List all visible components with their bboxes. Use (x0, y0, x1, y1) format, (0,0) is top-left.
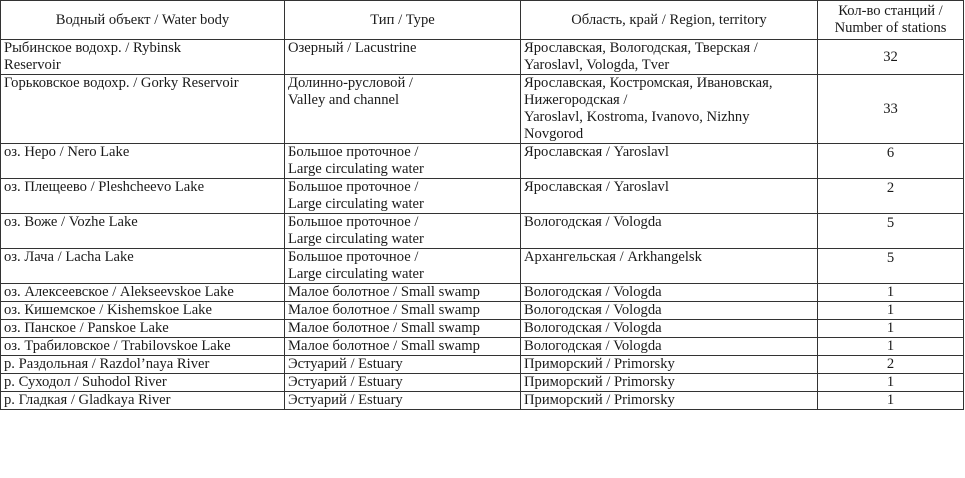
stations-cell: 2 (818, 179, 964, 214)
header-stations-line2: Number of stations (834, 20, 947, 36)
type-cell (285, 144, 521, 179)
type-cell (285, 338, 521, 356)
header-region: Область, край / Region, territory (521, 1, 818, 40)
header-water-body: Водный объект / Water body (1, 1, 285, 40)
table-row (1, 374, 964, 392)
type-cell-line: Эстуарий / Estuary (288, 374, 403, 390)
stations-cell: 1 (818, 284, 964, 302)
stations-cell: 5 (818, 249, 964, 284)
region-cell (521, 144, 818, 179)
table-row (1, 144, 964, 179)
table-row (1, 392, 964, 410)
region-cell-line: Вологодская / Vologda (524, 214, 662, 230)
water-body-cell (1, 214, 285, 249)
water-body-cell (1, 338, 285, 356)
region-cell-line: Ярославская, Вологодская, Тверская / (524, 40, 758, 56)
type-cell-line: Эстуарий / Estuary (288, 356, 403, 372)
table-header-row (1, 1, 964, 40)
type-cell-line: Large circulating water (288, 161, 424, 177)
table-row (1, 356, 964, 374)
table-row (1, 249, 964, 284)
stations-cell: 1 (818, 302, 964, 320)
water-body-cell (1, 179, 285, 214)
type-cell-line: Valley and channel (288, 92, 400, 108)
water-body-cell (1, 75, 285, 144)
water-body-cell-line: р. Раздольная / Razdol’naya River (4, 356, 210, 372)
type-cell (285, 320, 521, 338)
region-cell (521, 179, 818, 214)
table-row (1, 214, 964, 249)
region-cell (521, 338, 818, 356)
type-cell-line: Большое проточное / (288, 214, 419, 230)
type-cell (285, 392, 521, 410)
water-body-cell-line: оз. Неро / Nero Lake (4, 144, 130, 160)
water-body-cell-line: оз. Кишемское / Kishemskoe Lake (4, 302, 212, 318)
table-row (1, 338, 964, 356)
region-cell (521, 392, 818, 410)
water-body-cell-line: Reservoir (4, 57, 61, 73)
header-stations-line1: Кол-во станций / (838, 3, 943, 19)
region-cell-line: Ярославская / Yaroslavl (524, 179, 669, 195)
type-cell-line: Large circulating water (288, 266, 424, 282)
region-cell-line: Ярославская, Костромская, Ивановская, (524, 75, 773, 91)
table-row (1, 75, 964, 144)
region-cell-line: Вологодская / Vologda (524, 302, 662, 318)
type-cell-line: Large circulating water (288, 196, 424, 212)
type-cell-line: Долинно-русловой / (288, 75, 413, 91)
table-body (1, 40, 964, 410)
water-body-cell (1, 40, 285, 75)
stations-cell: 1 (818, 338, 964, 356)
region-cell (521, 40, 818, 75)
type-cell-line: Эстуарий / Estuary (288, 392, 403, 408)
water-body-cell (1, 302, 285, 320)
type-cell-line: Малое болотное / Small swamp (288, 320, 480, 336)
stations-cell: 6 (818, 144, 964, 179)
type-cell-line: Большое проточное / (288, 249, 419, 265)
water-body-cell-line: оз. Панское / Panskoe Lake (4, 320, 169, 336)
type-cell (285, 249, 521, 284)
water-body-cell (1, 374, 285, 392)
region-cell-line: Приморский / Primorsky (524, 392, 675, 408)
stations-cell: 33 (818, 75, 964, 144)
type-cell-line: Малое болотное / Small swamp (288, 302, 480, 318)
water-body-cell-line: р. Гладкая / Gladkaya River (4, 392, 171, 408)
region-cell-line: Yaroslavl, Kostroma, Ivanovo, Nizhny (524, 109, 750, 125)
region-cell-line: Нижегородская / (524, 92, 628, 108)
region-cell (521, 249, 818, 284)
header-stations (818, 1, 964, 40)
type-cell (285, 356, 521, 374)
type-cell-line: Большое проточное / (288, 144, 419, 160)
stations-cell: 2 (818, 356, 964, 374)
water-body-cell-line: оз. Плещеево / Pleshcheevo Lake (4, 179, 205, 195)
region-cell (521, 284, 818, 302)
stations-cell: 32 (818, 40, 964, 75)
table-row (1, 284, 964, 302)
type-cell (285, 40, 521, 75)
table-row (1, 302, 964, 320)
water-body-cell-line: оз. Лача / Lacha Lake (4, 249, 134, 265)
water-body-cell-line: оз. Трабиловское / Trabilovskoe Lake (4, 338, 231, 354)
water-body-cell-line: Рыбинское водохр. / Rybinsk (4, 40, 182, 56)
type-cell-line: Малое болотное / Small swamp (288, 338, 480, 354)
stations-cell: 5 (818, 214, 964, 249)
type-cell-line: Большое проточное / (288, 179, 419, 195)
region-cell (521, 302, 818, 320)
type-cell (285, 284, 521, 302)
type-cell-line: Малое болотное / Small swamp (288, 284, 480, 300)
region-cell-line: Приморский / Primorsky (524, 356, 675, 372)
stations-cell: 1 (818, 374, 964, 392)
region-cell-line: Novgorod (524, 126, 584, 142)
type-cell (285, 75, 521, 144)
water-body-cell (1, 249, 285, 284)
table-row (1, 320, 964, 338)
region-cell (521, 356, 818, 374)
type-cell-line: Large circulating water (288, 231, 424, 247)
region-cell (521, 374, 818, 392)
water-body-cell-line: оз. Алексеевское / Alekseevskoe Lake (4, 284, 234, 300)
table-row (1, 40, 964, 75)
region-cell-line: Yaroslavl, Vologda, Tver (524, 57, 670, 73)
region-cell (521, 320, 818, 338)
water-body-cell-line: р. Суходол / Suhodol River (4, 374, 167, 390)
stations-cell: 1 (818, 320, 964, 338)
water-body-cell (1, 144, 285, 179)
type-cell (285, 179, 521, 214)
water-body-cell (1, 284, 285, 302)
water-body-cell-line: оз. Воже / Vozhe Lake (4, 214, 138, 230)
region-cell-line: Вологодская / Vologda (524, 338, 662, 354)
region-cell-line: Ярославская / Yaroslavl (524, 144, 669, 160)
region-cell-line: Архангельская / Arkhangelsk (524, 249, 702, 265)
type-cell (285, 302, 521, 320)
type-cell-line: Озерный / Lacustrine (288, 40, 417, 56)
water-body-cell (1, 392, 285, 410)
stations-cell: 1 (818, 392, 964, 410)
type-cell (285, 374, 521, 392)
region-cell-line: Вологодская / Vologda (524, 284, 662, 300)
header-type: Тип / Type (285, 1, 521, 40)
water-body-cell (1, 320, 285, 338)
region-cell (521, 214, 818, 249)
type-cell (285, 214, 521, 249)
table-row (1, 179, 964, 214)
water-body-cell (1, 356, 285, 374)
region-cell-line: Приморский / Primorsky (524, 374, 675, 390)
region-cell-line: Вологодская / Vologda (524, 320, 662, 336)
water-body-cell-line: Горьковское водохр. / Gorky Reservoir (4, 75, 239, 91)
region-cell (521, 75, 818, 144)
